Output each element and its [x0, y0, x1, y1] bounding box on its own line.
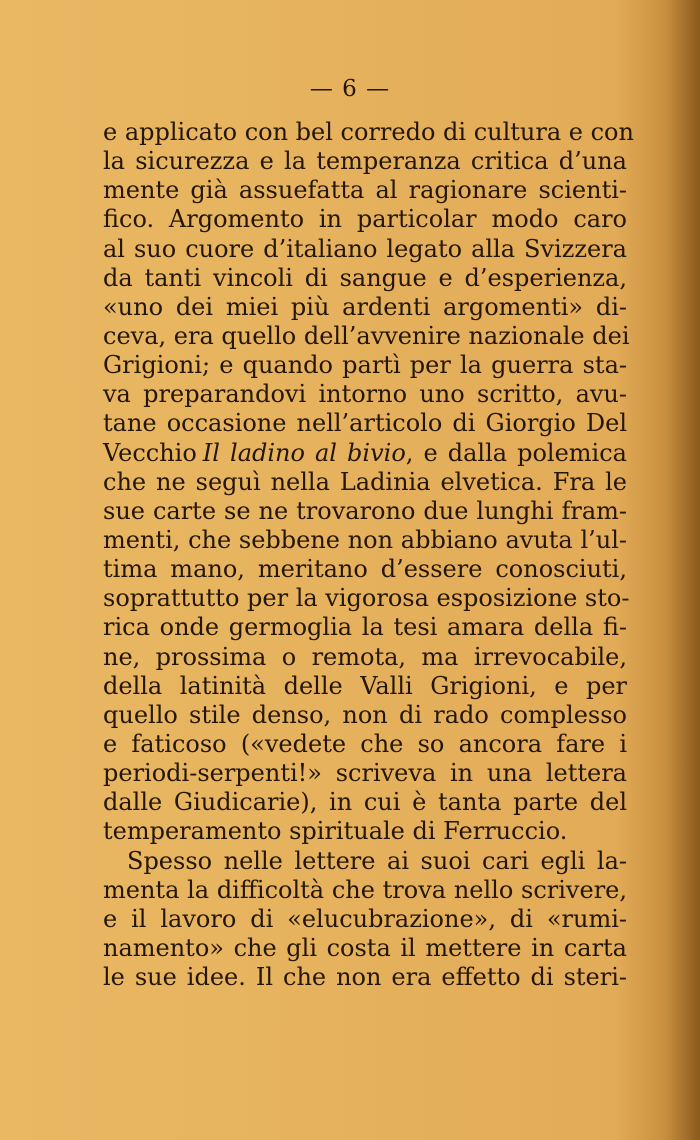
text-line: che ne seguì nella Ladinia elvetica. Fra le — [103, 467, 627, 496]
text-line: tima mano, meritano d’essere conosciuti, — [103, 555, 627, 584]
line-start-text: Vecchio — [103, 438, 197, 467]
paragraph-1 — [103, 118, 634, 847]
body-text — [103, 118, 634, 992]
text-line: va preparandovi intorno uno scritto, avu- — [103, 380, 627, 409]
text-line-with-title — [103, 439, 627, 468]
paragraph-2 — [103, 847, 627, 993]
text-line: soprattutto per la vigorosa esposizione sto- — [103, 584, 630, 613]
text-line: menti, che sebbene non abbiano avuta l’ul- — [103, 525, 627, 554]
text-line: al suo cuore d’italiano legato alla Svizzera — [103, 234, 627, 263]
text-line: namento» che gli costa il mettere in carta — [103, 933, 627, 962]
text-line: menta la difficoltà che trova nello scrivere, — [103, 875, 627, 904]
article-title: Il ladino al bivio — [202, 438, 406, 467]
line-end-text: , e dalla polemica — [405, 438, 627, 467]
text-line: e il lavoro di «elucubrazione», di «rumi- — [103, 904, 627, 933]
text-line: tane occasione nell’articolo di Giorgio Del — [103, 409, 627, 438]
text-line-indented: Spesso nelle lettere ai suoi cari egli la- — [127, 846, 627, 875]
text-line: e faticoso («vedete che so ancora fare i — [103, 729, 627, 758]
text-line: mente già assuefatta al ragionare scienti- — [103, 176, 627, 205]
text-line: le sue idee. Il che non era effetto di steri- — [103, 963, 627, 992]
text-line: fico. Argomento in particolar modo caro — [103, 205, 627, 234]
text-line: rica onde germoglia la tesi amara della fi- — [103, 613, 627, 642]
text-line: la sicurezza e la temperanza critica d’una — [103, 147, 627, 176]
text-line: ceva, era quello dell’avvenire nazionale dei — [103, 321, 630, 350]
text-line: e applicato con bel corredo di cultura e con — [103, 118, 634, 146]
text-line: da tanti vincoli di sangue e d’esperienza, — [103, 263, 627, 292]
text-line: sue carte se ne trovarono due lunghi fram- — [103, 496, 627, 525]
text-line: quello stile denso, non di rado complesso — [103, 700, 627, 729]
text-line: ne, prossima o remota, ma irrevocabile, — [103, 642, 627, 671]
text-line: periodi-serpenti!» scriveva in una lettera — [103, 759, 627, 788]
text-line: Grigioni; e quando partì per la guerra sta- — [103, 351, 627, 380]
text-line: della latinità delle Valli Grigioni, e per — [103, 671, 627, 700]
page-number: — 6 — — [309, 76, 391, 102]
text-line: «uno dei miei più ardenti argomenti» di- — [103, 292, 627, 321]
text-line: dalle Giudicarie), in cui è tanta parte del — [103, 788, 627, 817]
text-line-last: temperamento spirituale di Ferruccio. — [103, 817, 568, 846]
